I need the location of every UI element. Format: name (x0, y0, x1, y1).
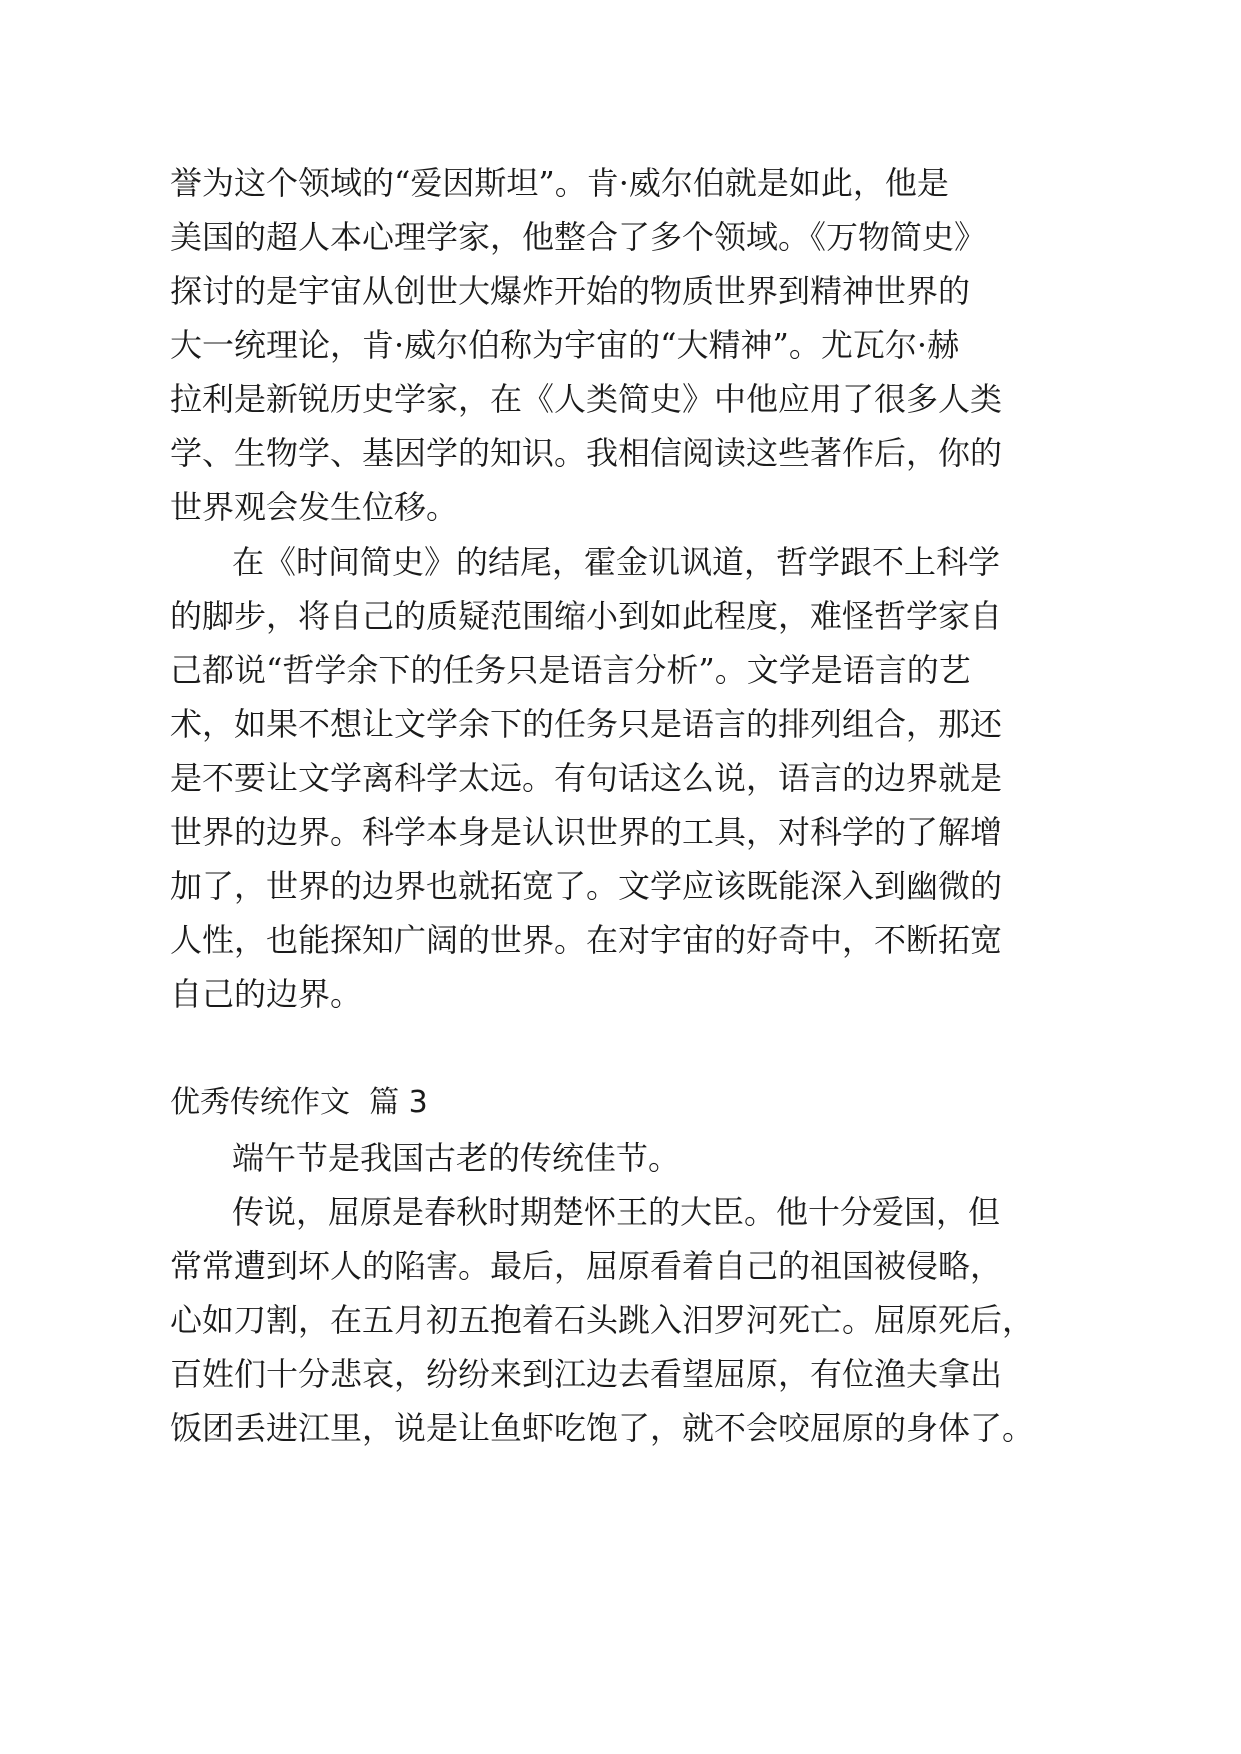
paragraph-line: 心如刀割，在五月初五抱着石头跳入汨罗河死亡。屈原死后， (170, 1301, 1035, 1339)
text-line (0, 212, 1241, 262)
paragraph-line: 人性，也能探知广阔的世界。在对宇宙的好奇中，不断拓宽 (170, 921, 1003, 959)
paragraph-line: 自己的边界。 (170, 975, 363, 1013)
text-line (0, 320, 1241, 370)
text-line (0, 537, 1241, 587)
paragraph-line: 的脚步，将自己的质疑范围缩小到如此程度，难怪哲学家自 (170, 597, 1003, 635)
text-line (0, 861, 1241, 911)
paragraph-line: 世界的边界。科学本身是认识世界的工具，对科学的了解增 (170, 813, 1003, 851)
paragraph-line: 是不要让文学离科学太远。有句话这么说，语言的边界就是 (170, 759, 1003, 797)
paragraph-line: 探讨的是宇宙从创世大爆炸开始的物质世界到精神世界的 (170, 272, 971, 310)
paragraph-line: 百姓们十分悲哀，纷纷来到江边去看望屈原，有位渔夫拿出 (170, 1355, 1003, 1393)
paragraph-line: 拉利是新锐历史学家，在《人类简史》中他应用了很多人类 (170, 380, 1003, 418)
paragraph-line: 加了，世界的边界也就拓宽了。文学应该既能深入到幽微的 (170, 867, 1003, 905)
text-line (0, 1133, 1241, 1183)
paragraph-line: 学、生物学、基因学的知识。我相信阅读这些著作后，你的 (170, 434, 1003, 472)
section-heading: 优秀传统作文 篇 3 (170, 1085, 428, 1120)
paragraph-line: 美国的超人本心理学家，他整合了多个领域。《万物简史》 (170, 218, 987, 256)
paragraph-line: 大一统理论，肯·威尔伯称为宇宙的“大精神”。尤瓦尔·赫 (170, 326, 960, 364)
paragraph-line: 世界观会发生位移。 (170, 488, 459, 526)
text-line (0, 699, 1241, 749)
paragraph-first-line: 端午节是我国古老的传统佳节。 (232, 1139, 681, 1177)
text-line (0, 1403, 1241, 1453)
text-line (0, 374, 1241, 424)
paragraph-line: 术，如果不想让文学余下的任务只是语言的排列组合，那还 (170, 705, 1003, 743)
text-line (0, 591, 1241, 641)
text-line (0, 753, 1241, 803)
paragraph-first-line: 传说，屈原是春秋时期楚怀王的大臣。他十分爱国，但 (232, 1193, 1001, 1231)
paragraph-line: 誉为这个领域的“爱因斯坦”。肯·威尔伯就是如此，他是 (170, 164, 949, 202)
paragraph-line: 己都说“哲学余下的任务只是语言分析”。文学是语言的艺 (170, 651, 971, 689)
text-line (0, 482, 1241, 532)
text-line (0, 428, 1241, 478)
text-line (0, 915, 1241, 965)
text-line (0, 969, 1241, 1019)
text-line (0, 645, 1241, 695)
text-line (0, 1241, 1241, 1291)
paragraph-line: 常常遭到坏人的陷害。最后，屈原看着自己的祖国被侵略， (170, 1247, 1003, 1285)
paragraph-first-line: 在《时间简史》的结尾，霍金讥讽道，哲学跟不上科学 (232, 543, 1001, 581)
section-heading-row (0, 1078, 1241, 1128)
text-line (0, 1349, 1241, 1399)
paragraph-line: 饭团丢进江里，说是让鱼虾吃饱了，就不会咬屈原的身体了。 (170, 1409, 1035, 1447)
text-line (0, 1187, 1241, 1237)
text-line (0, 807, 1241, 857)
text-line (0, 1295, 1241, 1345)
text-line (0, 158, 1241, 208)
text-line (0, 266, 1241, 316)
